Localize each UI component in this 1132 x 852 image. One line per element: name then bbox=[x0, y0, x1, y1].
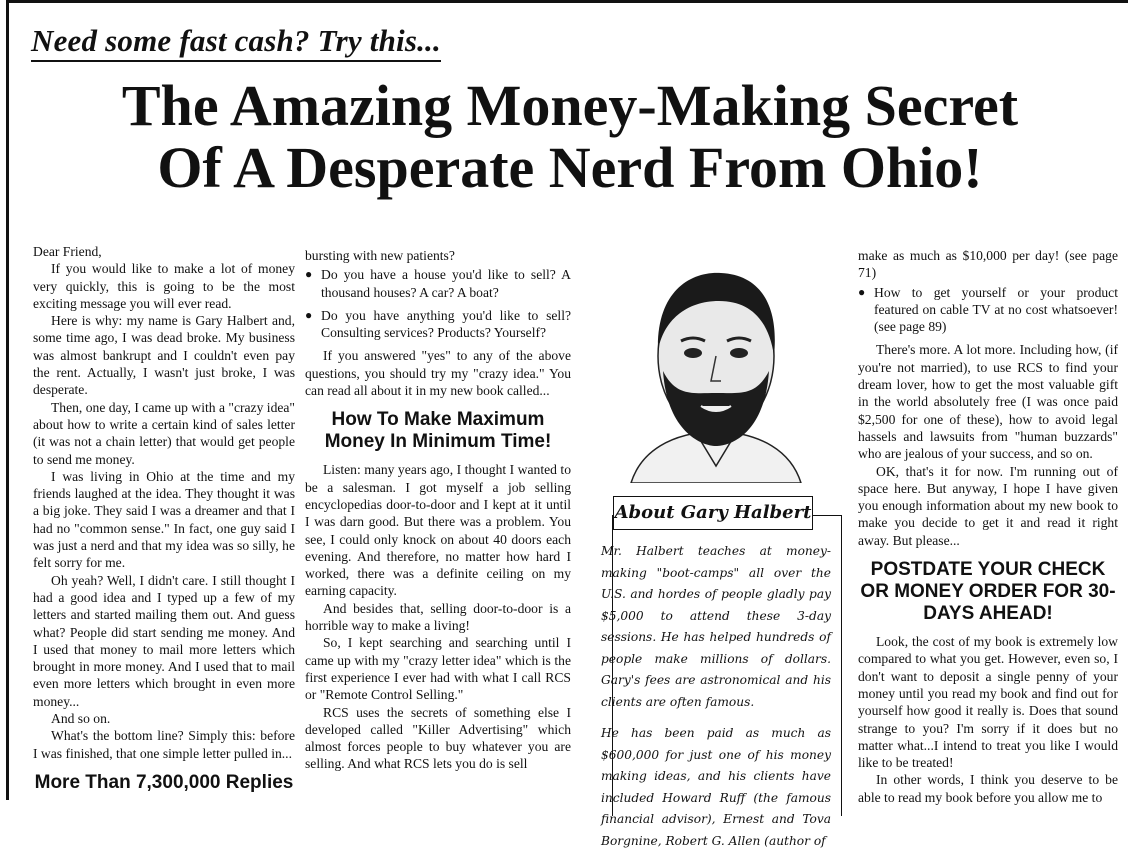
subhead-book-title: How To Make Maximum Money In Minimum Time! bbox=[324, 409, 552, 453]
paragraph-continued: make as much as $10,000 per day! (see page 71) bbox=[858, 248, 1118, 281]
column-2 bbox=[305, 247, 571, 773]
about-paragraph: He has been paid as much as $600,000 for just one of his money making ideas, and his clients have included Howard Ruff (the famous financial advisor), Ernest and Tova Borgnine, Robert G. Allen (author of bbox=[601, 726, 831, 848]
headline bbox=[9, 75, 1131, 199]
bullet-text: Do you have anything you'd like to sell? Consulting services? Products? Yourself? bbox=[321, 307, 571, 341]
paragraph: And so on. bbox=[51, 711, 111, 727]
paragraph: If you answered "yes" to any of the above questions, you should try my "crazy idea." You can read all about it in my new book called... bbox=[305, 348, 571, 399]
bullet-item bbox=[305, 266, 571, 301]
paragraph-continued: bursting with new patients? bbox=[305, 248, 455, 263]
paragraph: Then, one day, I came up with a "crazy idea" about how to write a certain kind of sales letter (it was not a chain letter) that would get people to send me money. bbox=[33, 399, 295, 467]
subhead-postdate: POSTDATE YOUR CHECK OR MONEY ORDER FOR 30-DAYS AHEAD! bbox=[860, 559, 1116, 625]
column-1 bbox=[33, 243, 295, 802]
about-box-title: About Gary Halbert bbox=[613, 496, 813, 530]
paragraph: There's more. A lot more. Including how, (if you're not married), to use RCS to find your dream lover, how to get the most valuable gift in the world absolutely free (I was once paid $2,500 for one of these), how to avoid legal hassels and lawsuits from "human buzzards" who are jealous of your success, and so on. bbox=[858, 342, 1118, 462]
paragraph: What's the bottom line? Simply this: before I was finished, that one simple letter pulled in... bbox=[33, 728, 295, 761]
bullet-icon: ● bbox=[858, 284, 866, 299]
bullet-icon: ● bbox=[305, 307, 313, 322]
bullet-icon: ● bbox=[305, 267, 313, 282]
paragraph: OK, that's it for now. I'm running out of space here. But anyway, I hope I have given you enough information about my new book to make you decide to get it and read it right away. But please... bbox=[858, 463, 1118, 548]
about-paragraph: Mr. Halbert teaches at money-making "boot-camps" all over the U.S. and hordes of people gladly pay $5,000 to attend these 3-day sessions. He has helped hundreds of people make millions of dollars. Gary's fees are astronomical and his clients are often famous. bbox=[601, 544, 831, 709]
about-box-text bbox=[601, 541, 831, 852]
salutation: Dear Friend, bbox=[33, 244, 102, 259]
author-photo bbox=[601, 261, 831, 483]
paragraph: In other words, I think you deserve to be able to read my book before you allow me to bbox=[858, 772, 1118, 805]
bullet-text: Do you have a house you'd like to sell? A thousand houses? A car? A boat? bbox=[321, 267, 571, 300]
paragraph: RCS uses the secrets of something else I developed called "Killer Advertising" which almost forces people to buy whatever you are selling. And what RCS lets you do is sell bbox=[305, 704, 571, 772]
paragraph: So, I kept searching and searching until I came up with my "crazy letter idea" which is the first experience I ever had with what I call RCS or "Remote Control Selling." bbox=[305, 635, 571, 703]
paragraph: Listen: many years ago, I thought I wanted to be a salesman. I got myself a job selling encyclopedias door-to-door and I kept at it until I was darn good. But there was a problem. You see, I could only knock on about 40 doors each evening. And therefore, no matter how hard I worked, there was a definite ceiling on my earning capacity. bbox=[305, 462, 571, 599]
paragraph: Here is why: my name is Gary Halbert and, some time ago, I was dead broke. My business was almost bankrupt and I couldn't even pay the rent. Actually, I wasn't just broke, I was desperate. bbox=[33, 313, 295, 398]
paragraph: I was living in Ohio at the time and my friends laughed at the idea. They thought it was a big joke. They said I was a dreamer and that I had no "common sense." In fact, one guy said I was just a nerd and that my idea was so silly, he felt sorry for me. bbox=[33, 468, 295, 571]
headline-line-1: The Amazing Money-Making Secret bbox=[121, 73, 1019, 138]
paragraph: Look, the cost of my book is extremely low compared to what you get. However, even so, I don't want to deposit a single penny of your money until you read my book and find out for yourself how good it really is. Does that sound strange to you? I'm sorry if it does but no matter what...I intend to treat you like I would like to be treated! bbox=[858, 634, 1118, 771]
kicker-line: Need some fast cash? Try this... bbox=[31, 23, 441, 62]
column-4 bbox=[858, 247, 1118, 806]
paragraph: And besides that, selling door-to-door is a horrible way to make a living! bbox=[305, 600, 571, 634]
paragraph: Oh yeah? Well, I didn't care. I still thought I had a good idea and I typed up a few of my letters and started mailing them out. And guess what? People did start sending me money. And I used that money to mail more letters which brought in more money. And I used that to mail even more letters which brought in even more money... bbox=[33, 572, 295, 709]
ad-page bbox=[6, 0, 1128, 848]
bullet-text: How to get yourself or your product featured on cable TV at no cost whatsoever! (see page 89) bbox=[874, 284, 1118, 335]
paragraph: If you would like to make a lot of money very quickly, this is going to be the most exciting message you will ever read. bbox=[33, 261, 295, 311]
headline-line-2: Of A Desperate Nerd From Ohio! bbox=[157, 135, 983, 200]
bullet-item bbox=[305, 307, 571, 342]
bullet-item bbox=[858, 284, 1118, 336]
subhead-replies: More Than 7,300,000 Replies bbox=[34, 771, 294, 793]
